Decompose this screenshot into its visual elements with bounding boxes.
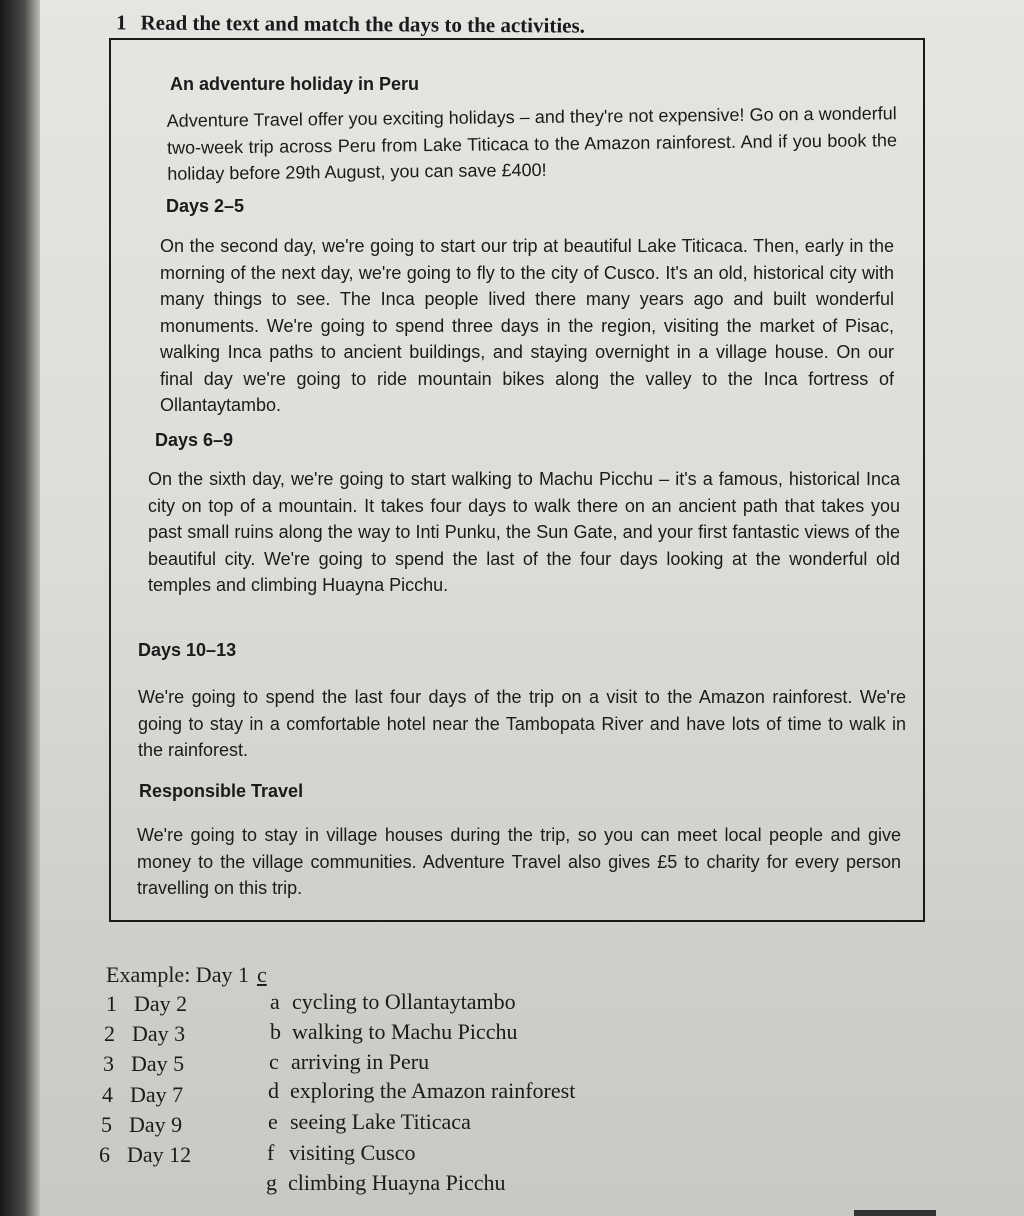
activity-option [269,1049,429,1075]
day-item [106,991,187,1017]
day-number: 3 [103,1051,114,1076]
activity-option [268,1078,575,1104]
section-text-days-6-9: On the sixth day, we're going to start walking to Machu Picchu – it's a famous, historical Inca city on top of a mountain. It takes four days to walk there on an ancient path that takes you past small ruins along the way to Inti Punku, the Sun Gate, and your first fantastic views of the beautiful city. We're going to spend the last of the four days looking at the wonderful old temples and climbing Huayna Picchu. [148,469,900,595]
day-label: Day 3 [132,1021,186,1046]
section-text-days-2-5: On the second day, we're going to start our trip at beautiful Lake Titicaca. Then, early in the morning of the next day, we're going to fly to the city of Cusco. It's an old, historical city with many things to see. The Inca people lived there many years ago and built wonderful monuments. We're going to spend three days in the region, visiting the market of Pisac, walking Inca paths to ancient buildings, and staying overnight in a village house. On our final day we're going to ride mountain bikes along the valley to the Inca fortress of Ollantaytambo. [160,236,894,415]
example-label: Example: Day 1 [106,962,249,987]
activity-text: walking to Machu Picchu [292,1019,518,1044]
activity-letter: e [268,1109,278,1134]
day-item [104,1021,185,1047]
activity-option [270,1019,517,1045]
section-heading-days-6-9: Days 6–9 [155,430,234,450]
day-label: Day 9 [129,1112,183,1137]
day-label: Day 5 [131,1051,185,1076]
activity-text: visiting Cusco [289,1140,416,1165]
activity-option [270,989,516,1015]
activity-option [267,1140,416,1166]
activity-letter: d [268,1078,279,1103]
activity-letter: b [270,1019,281,1044]
day-number: 1 [106,991,117,1016]
section-text-days-10-13: We're going to spend the last four days of the trip on a visit to the Amazon rainforest. We're going to stay in a comfortable hotel near the Tambopata River and have lots of time to walk in the rainforest. [138,687,906,760]
activity-option [268,1109,471,1135]
article-intro: Adventure Travel offer you exciting holidays – and they're not expensive! Go on a wonderful two-week trip across Peru from Lake Titicaca to the Amazon rainforest. And if you book the holiday before 29th August, you can save £400! [166,103,898,184]
day-number: 4 [102,1082,113,1107]
day-item [102,1082,183,1108]
day-number: 6 [99,1142,110,1167]
activity-letter: g [266,1170,277,1195]
article-title: An adventure holiday in Peru [170,74,420,94]
day-label: Day 12 [127,1142,192,1167]
day-number: 5 [101,1112,112,1137]
activity-text: exploring the Amazon rainforest [290,1078,576,1103]
day-item [101,1112,182,1138]
day-label: Day 7 [130,1082,184,1107]
day-item [99,1142,191,1168]
section-text-responsible-travel: We're going to stay in village houses during the trip, so you can meet local people and give money to the village communities. Adventure Travel also gives £5 to charity for every person travelling on this trip. [137,825,901,898]
day-label: Day 2 [134,991,188,1016]
activity-text: climbing Huayna Picchu [288,1170,506,1195]
example-answer: c [256,962,267,987]
activity-text: arriving in Peru [291,1049,430,1074]
matching-example [106,962,267,988]
exercise-instruction: Read the text and match the days to the activities. [140,10,586,38]
activity-text: cycling to Ollantaytambo [292,989,516,1014]
activity-letter: c [269,1049,279,1074]
activity-letter: a [270,989,280,1014]
exercise-number: 1 [115,10,127,35]
page-corner-mark [854,1210,936,1216]
section-heading-days-10-13: Days 10–13 [138,640,237,660]
page-shadow-edge [0,0,40,1216]
section-heading-responsible-travel: Responsible Travel [139,781,304,801]
exercise-heading [116,10,585,38]
activity-letter: f [267,1140,275,1165]
section-heading-days-2-5: Days 2–5 [166,196,245,216]
activity-text: seeing Lake Titicaca [290,1109,471,1134]
day-number: 2 [104,1021,115,1046]
activity-option [266,1170,506,1196]
day-item [103,1051,184,1077]
